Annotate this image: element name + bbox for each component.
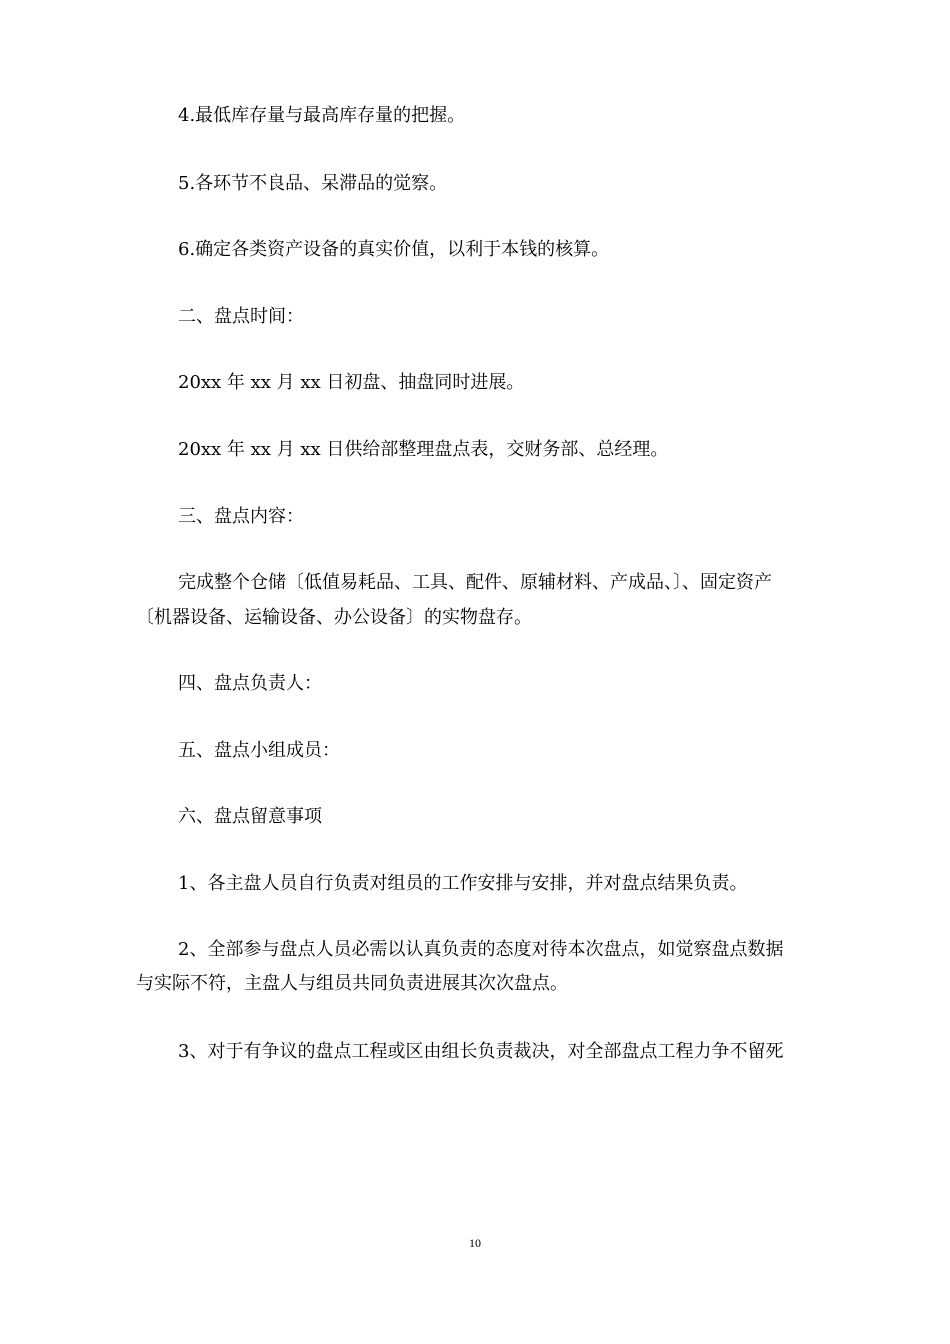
body-line-8: 完成整个仓储〔低值易耗品、工具、配件、原辅材料、产成品、〕、固定资产 <box>178 572 772 593</box>
body-line-13: 1、各主盘人员自行负责对组员的工作安排与安排，并对盘点结果负责。 <box>178 873 748 894</box>
section-heading-content: 三、盘点内容： <box>178 506 304 527</box>
page-number: 10 <box>469 1236 481 1250</box>
body-line-3: 6.确定各类资产设备的真实价值，以利于本钱的核算。 <box>178 239 610 260</box>
body-line-2: 5.各环节不良品、呆滞品的觉察。 <box>178 173 448 194</box>
section-heading-members: 五、盘点小组成员： <box>178 740 340 761</box>
section-heading-notes: 六、盘点留意事项 <box>178 806 322 827</box>
body-line-16: 3、对于有争议的盘点工程或区由组长负责裁决，对全部盘点工程力争不留死 <box>178 1041 784 1062</box>
body-line-9: 〔机器设备、运输设备、办公设备〕的实物盘存。 <box>136 607 532 628</box>
body-line-14: 2、全部参与盘点人员必需以认真负责的态度对待本次盘点，如觉察盘点数据 <box>178 939 784 960</box>
section-heading-time: 二、盘点时间： <box>178 306 304 327</box>
body-line-15: 与实际不符，主盘人与组员共同负责进展其次次盘点。 <box>136 973 568 994</box>
section-heading-responsible: 四、盘点负责人： <box>178 673 322 694</box>
body-line-5: 20xx 年 xx 月 xx 日初盘、抽盘同时进展。 <box>178 372 525 393</box>
body-line-1: 4.最低库存量与最高库存量的把握。 <box>178 105 466 126</box>
body-line-6: 20xx 年 xx 月 xx 日供给部整理盘点表，交财务部、总经理。 <box>178 439 669 460</box>
